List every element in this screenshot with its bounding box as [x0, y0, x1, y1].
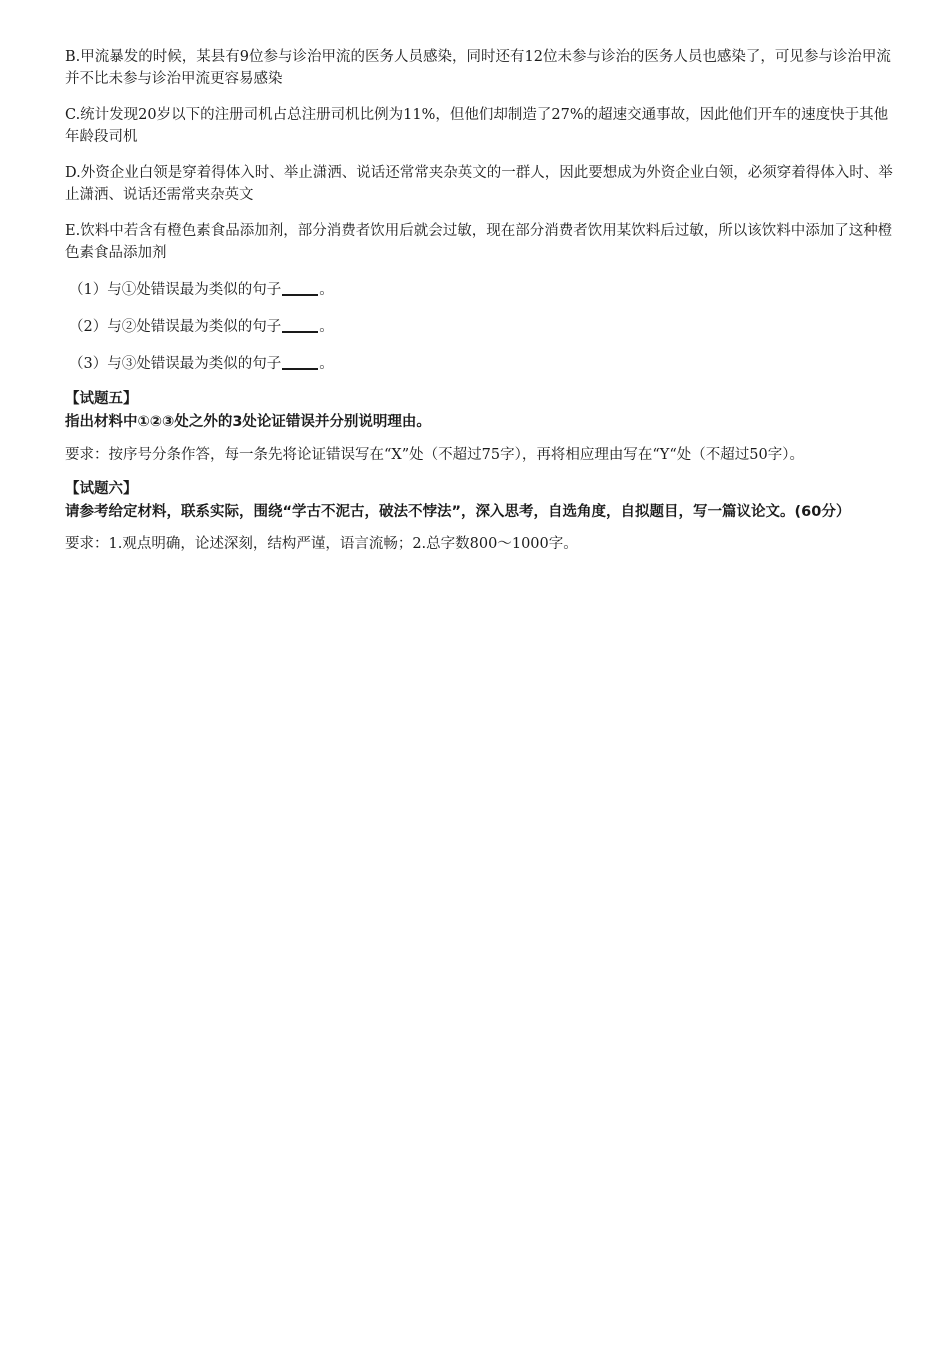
answer-blank[interactable]: [282, 353, 318, 370]
section-five: [65, 388, 895, 466]
option-c: C.统计发现20岁以下的注册司机占总注册司机比例为11%，但他们却制造了27%的超速交通事故，因此他们开车的速度快于其他年龄段司机: [65, 107, 889, 145]
section-five-requirement: 要求：按序号分条作答，每一条先将论证错误写在“X”处（不超过75字），再将相应理由写在“Y“处（不超过50字）。: [65, 447, 804, 463]
answer-blank[interactable]: [282, 279, 318, 296]
section-six-requirement: 要求：1.观点明确，论述深刻，结构严谨，语言流畅；2.总字数800～1000字。: [65, 536, 578, 552]
section-six: [65, 478, 895, 555]
sub-question-3: （3）与③处错误最为类似的句子 。: [65, 353, 895, 375]
answer-blank[interactable]: [282, 316, 318, 333]
document-page: [65, 46, 895, 555]
sub-question-2: （2）与②处错误最为类似的句子 。: [65, 316, 895, 338]
sub-question-1: （1）与①处错误最为类似的句子 。: [65, 279, 895, 301]
option-d: D.外资企业白领是穿着得体入时、举止潇洒、说话还常常夹杂英文的一群人，因此要想成为外资企业白领，必须穿着得体入时、举止潇洒、说话还需常夹杂英文: [65, 165, 893, 203]
option-b: B.甲流暴发的时候，某县有9位参与诊治甲流的医务人员感染，同时还有12位未参与诊治的医务人员也感染了，可见参与诊治甲流并不比未参与诊治甲流更容易感染: [65, 49, 891, 87]
section-six-prompt: 请参考给定材料，联系实际，围绕“学古不泥古，破法不悖法”，深入思考，自选角度，自拟题目，写一篇议论文。(60分）: [65, 504, 851, 520]
section-five-prompt: 指出材料中①②③处之外的3处论证错误并分别说明理由。: [65, 414, 431, 430]
section-six-heading: 【试题六】: [65, 481, 138, 497]
section-five-heading: 【试题五】: [65, 391, 138, 407]
sub-questions: [65, 279, 895, 375]
option-e: E.饮料中若含有橙色素食品添加剂，部分消费者饮用后就会过敏，现在部分消费者饮用某饮料后过敏，所以该饮料中添加了这种橙色素食品添加剂: [65, 223, 893, 261]
